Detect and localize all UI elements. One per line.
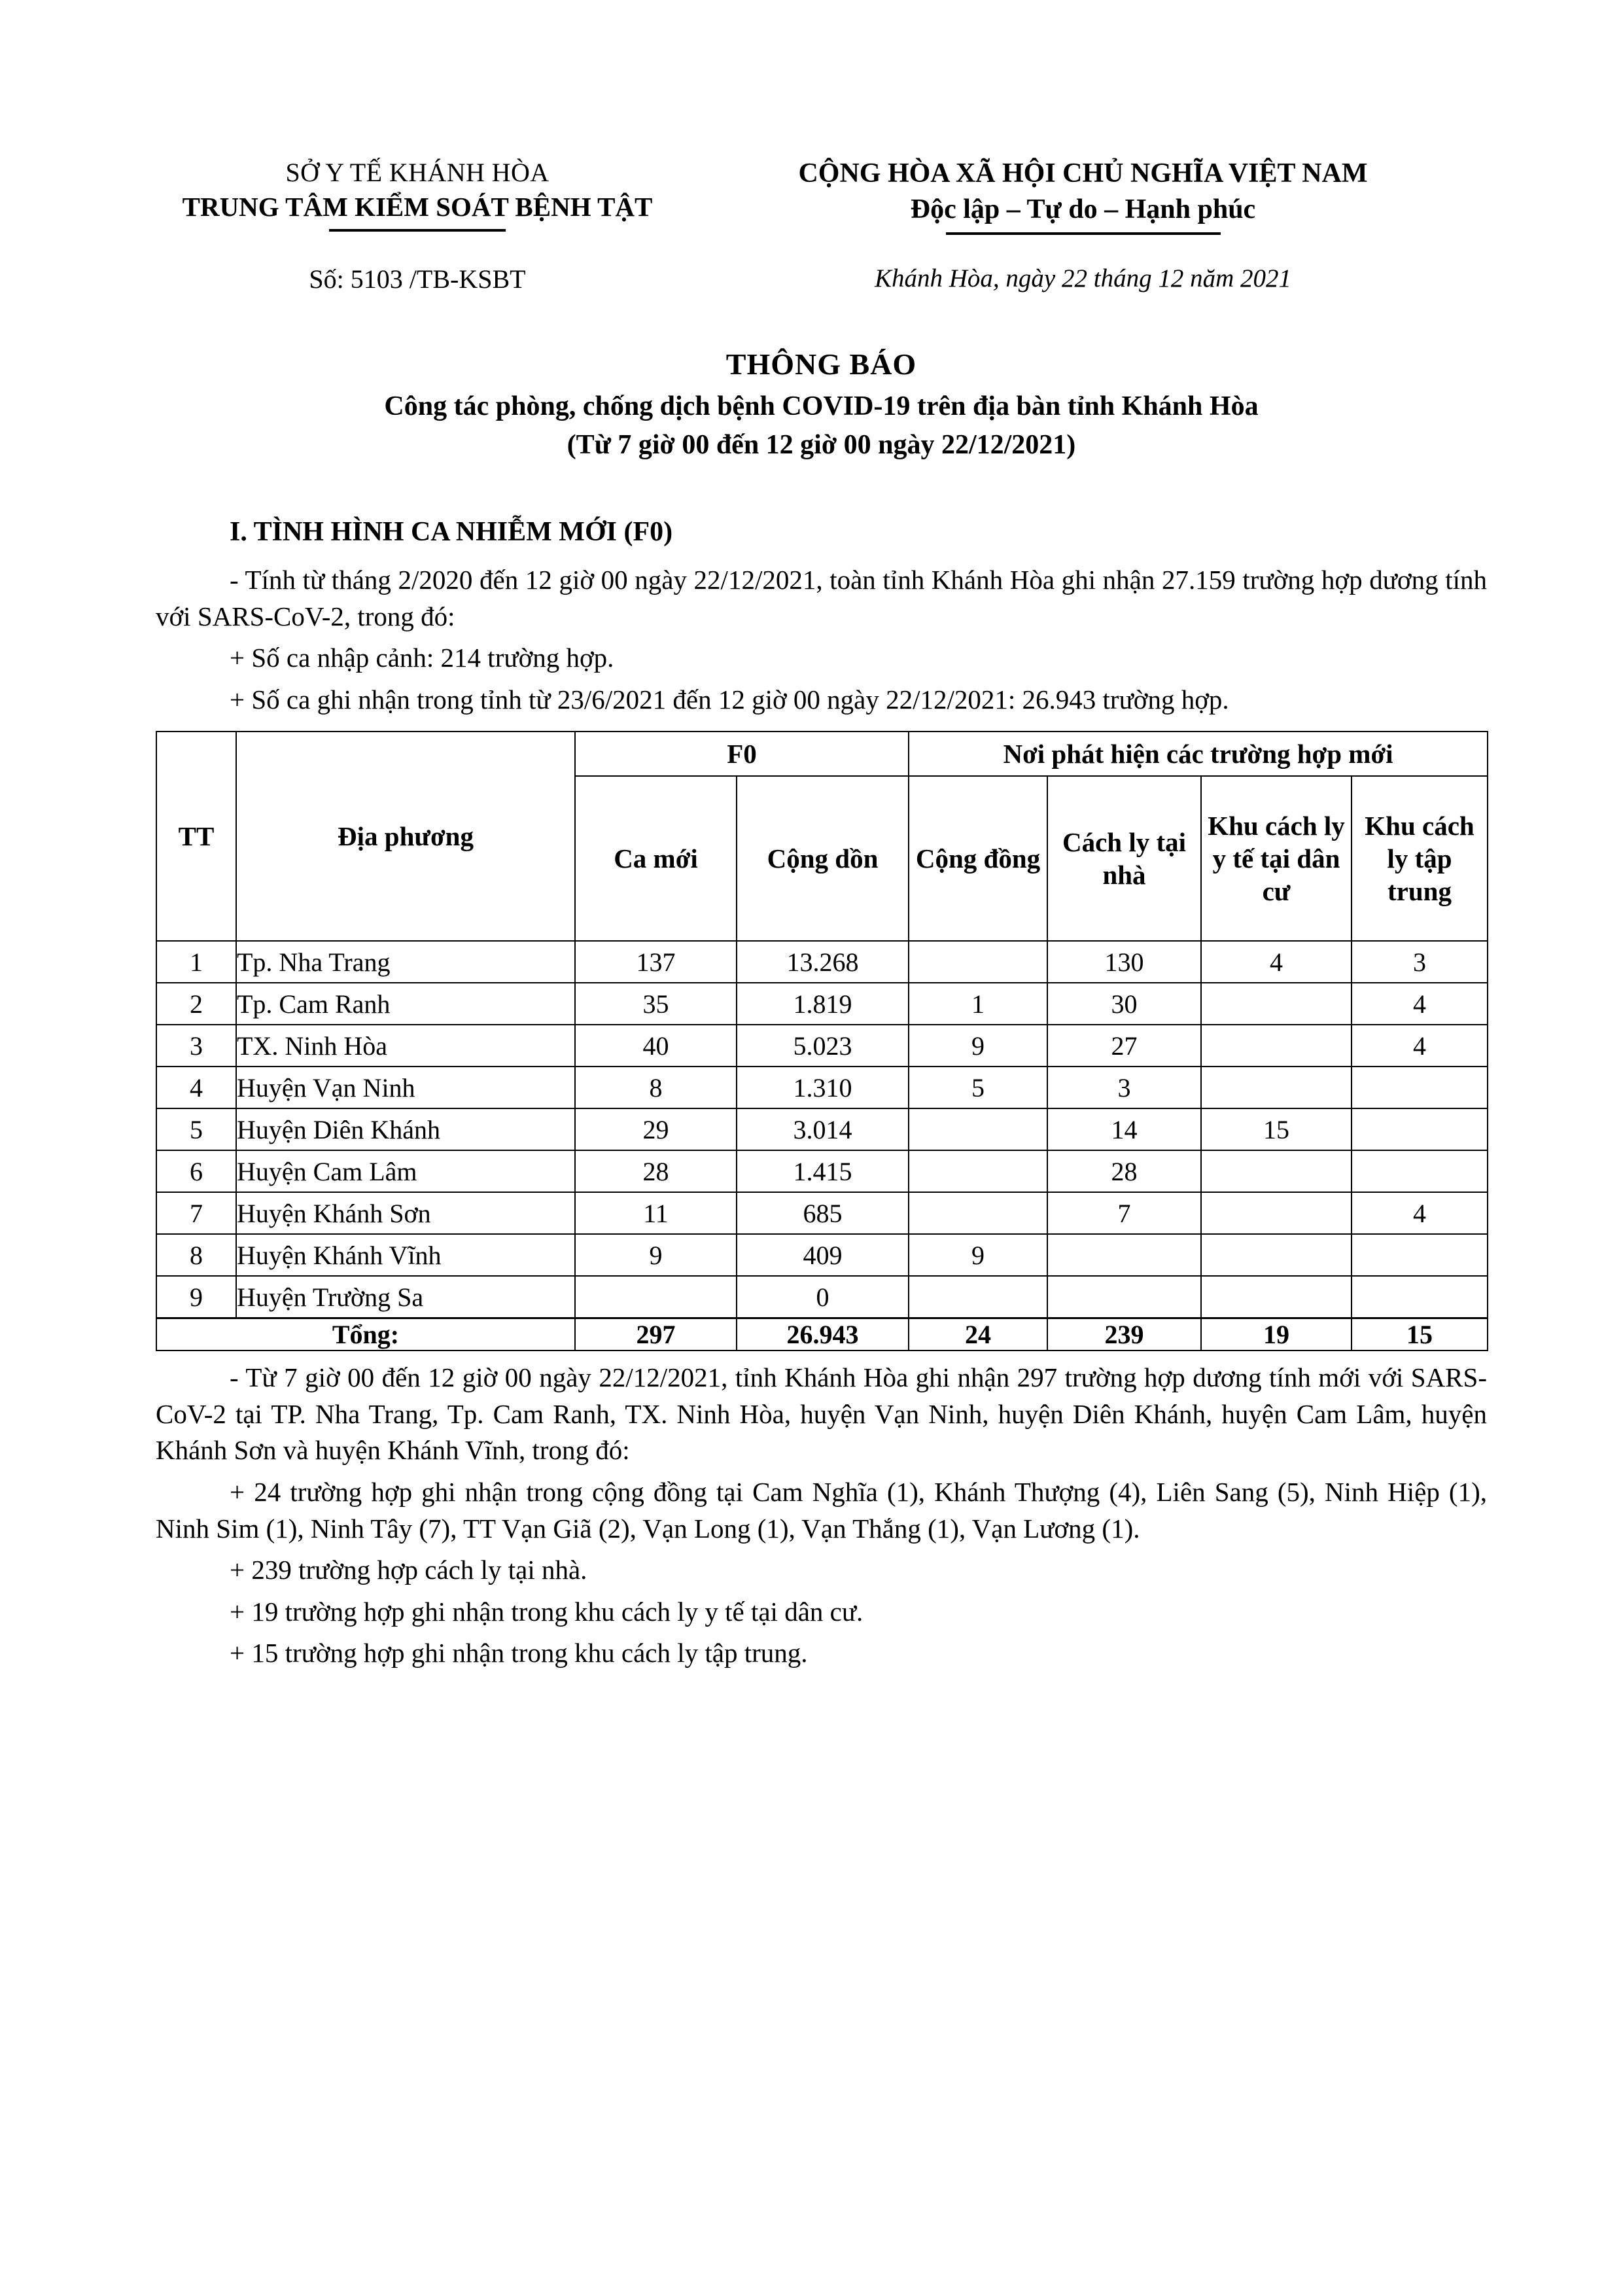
row-home-quarantine: 7 [1047,1192,1201,1234]
center-name: TRUNG TÂM KIỂM SOÁT BỆNH TẬT [182,191,653,222]
row-medical-zone [1201,1234,1352,1276]
row-home-quarantine: 28 [1047,1150,1201,1192]
table-row [156,1192,1488,1234]
row-new-cases [575,1276,737,1318]
paragraph-in-province-cases: + Số ca ghi nhận trong tỉnh từ 23/6/2021 đến 12 giờ 00 ngày 22/12/2021: 26.943 trường hợp. [230,684,1229,715]
row-community: 9 [909,1025,1047,1067]
total-home-quarantine: 239 [1047,1318,1201,1351]
row-community: 1 [909,983,1047,1025]
paragraph-medical-zone: + 19 trường hợp ghi nhận trong khu cách ly y tế tại dân cư. [230,1596,864,1627]
row-community [909,941,1047,983]
row-cumulative: 3.014 [737,1108,909,1150]
row-medical-zone [1201,1067,1352,1108]
section-heading-1: I. TÌNH HÌNH CA NHIỄM MỚI (F0) [230,517,673,548]
row-home-quarantine: 14 [1047,1108,1201,1150]
row-locality: TX. Ninh Hòa [236,1025,575,1067]
column-header-community: Cộng đồng [909,776,1047,941]
header-divider-right [946,232,1221,235]
row-medical-zone [1201,1276,1352,1318]
row-medical-zone [1201,983,1352,1025]
page-title: THÔNG BÁO [725,347,917,381]
row-index: 7 [156,1192,236,1234]
table-row [156,1276,1488,1318]
row-locality: Tp. Cam Ranh [236,983,575,1025]
column-header-new-cases: Ca mới [575,776,737,941]
department-name: SỞ Y TẾ KHÁNH HÒA [285,158,550,187]
table-row [156,1025,1488,1067]
row-index: 6 [156,1150,236,1192]
column-header-cumulative: Cộng dồn [737,776,909,941]
document-header [156,0,1487,235]
row-locality: Huyện Trường Sa [236,1276,575,1318]
row-new-cases: 35 [575,983,737,1025]
table-foot [156,1318,1488,1351]
table-row [156,1234,1488,1276]
row-central-zone: 3 [1352,941,1488,983]
table-row [156,983,1488,1025]
row-new-cases: 28 [575,1150,737,1192]
total-new-cases: 297 [575,1318,737,1351]
document-content [156,0,1487,1672]
row-community [909,1192,1047,1234]
national-motto: Độc lập – Tự do – Hạnh phúc [910,194,1256,225]
column-header-central-zone: Khu cách ly tập trung [1352,776,1488,941]
row-new-cases: 9 [575,1234,737,1276]
row-home-quarantine: 30 [1047,983,1201,1025]
row-central-zone [1352,1150,1488,1192]
row-medical-zone [1201,1025,1352,1067]
total-medical-zone: 19 [1201,1318,1352,1351]
row-community [909,1150,1047,1192]
column-group-header-place: Nơi phát hiện các trường hợp mới [909,732,1488,776]
column-header-home-quarantine: Cách ly tại nhà [1047,776,1201,941]
row-index: 1 [156,941,236,983]
row-community [909,1276,1047,1318]
row-medical-zone [1201,1150,1352,1192]
table-total-row [156,1318,1488,1351]
row-locality: Huyện Cam Lâm [236,1150,575,1192]
row-new-cases: 137 [575,941,737,983]
paragraph-entry-cases: + Số ca nhập cảnh: 214 trường hợp. [230,643,614,673]
country-name: CỘNG HÒA XÃ HỘI CHỦ NGHĨA VIỆT NAM [798,158,1368,188]
row-locality: Huyện Khánh Vĩnh [236,1234,575,1276]
row-medical-zone: 4 [1201,941,1352,983]
row-community: 9 [909,1234,1047,1276]
row-medical-zone: 15 [1201,1108,1352,1150]
total-community: 24 [909,1318,1047,1351]
paragraph-home-quarantine: + 239 trường hợp cách ly tại nhà. [230,1555,587,1585]
paragraph-total-cases: - Tính từ tháng 2/2020 đến 12 giờ 00 ngày 22/12/2021, toàn tỉnh Khánh Hòa ghi nhận 27.159 trường hợp dương tính với SARS-CoV-2, trong đó: [156,565,1487,631]
covid-statistics-table [156,731,1488,1351]
total-cumulative: 26.943 [737,1318,909,1351]
row-new-cases: 11 [575,1192,737,1234]
row-cumulative: 1.310 [737,1067,909,1108]
issuing-organization [156,157,679,232]
row-central-zone: 4 [1352,983,1488,1025]
column-group-header-f0: F0 [575,732,909,776]
document-number: Số: 5103 /TB-KSBT [309,264,526,294]
row-locality: Huyện Khánh Sơn [236,1192,575,1234]
row-cumulative: 1.819 [737,983,909,1025]
paragraph-central-zone: + 15 trường hợp ghi nhận trong khu cách ly tập trung. [230,1638,808,1669]
row-community [909,1108,1047,1150]
row-index: 4 [156,1067,236,1108]
row-central-zone [1352,1067,1488,1108]
row-new-cases: 8 [575,1067,737,1108]
row-cumulative: 13.268 [737,941,909,983]
table-row [156,1150,1488,1192]
row-index: 9 [156,1276,236,1318]
table-row [156,941,1488,983]
national-heading [679,157,1487,235]
row-locality: Tp. Nha Trang [236,941,575,983]
row-locality: Huyện Diên Khánh [236,1108,575,1150]
row-home-quarantine: 27 [1047,1025,1201,1067]
row-cumulative: 409 [737,1234,909,1276]
table-body [156,941,1488,1318]
row-index: 3 [156,1025,236,1067]
row-central-zone [1352,1234,1488,1276]
row-new-cases: 29 [575,1108,737,1150]
paragraph-new-cases-detail: - Từ 7 giờ 00 đến 12 giờ 00 ngày 22/12/2021, tỉnh Khánh Hòa ghi nhận 297 trường hợp dương tính mới với SARS-CoV-2 tại TP. Nha Trang, Tp. Cam Ranh, TX. Ninh Hòa, huyện Vạn Ninh, huyện Diên Khánh, huyện Cam Lâm, huyện Khánh Sơn và huyện Khánh Vĩnh, trong đó: [156,1362,1487,1466]
column-header-locality: Địa phương [236,732,575,941]
header-divider-left [329,229,506,232]
row-index: 2 [156,983,236,1025]
row-index: 5 [156,1108,236,1150]
table-row [156,1067,1488,1108]
title-subtitle-2: (Từ 7 giờ 00 đến 12 giờ 00 ngày 22/12/2021) [567,429,1076,460]
column-header-medical-zone: Khu cách ly y tế tại dân cư [1201,776,1352,941]
row-home-quarantine [1047,1276,1201,1318]
row-cumulative: 685 [737,1192,909,1234]
row-central-zone: 4 [1352,1192,1488,1234]
row-locality: Huyện Vạn Ninh [236,1067,575,1108]
title-subtitle-1: Công tác phòng, chống dịch bệnh COVID-19 trên địa bàn tỉnh Khánh Hòa [384,391,1259,421]
row-cumulative: 1.415 [737,1150,909,1192]
title-block [156,345,1487,463]
row-home-quarantine [1047,1234,1201,1276]
row-home-quarantine: 3 [1047,1067,1201,1108]
row-index: 8 [156,1234,236,1276]
table-header-row-groups [156,732,1488,776]
table-row [156,1108,1488,1150]
row-home-quarantine: 130 [1047,941,1201,983]
column-header-tt: TT [156,732,236,941]
row-central-zone [1352,1276,1488,1318]
row-new-cases: 40 [575,1025,737,1067]
row-central-zone [1352,1108,1488,1150]
row-central-zone: 4 [1352,1025,1488,1067]
total-label: Tổng: [156,1318,575,1351]
row-medical-zone [1201,1192,1352,1234]
row-cumulative: 0 [737,1276,909,1318]
document-meta [156,264,1487,294]
place-and-date: Khánh Hòa, ngày 22 tháng 12 năm 2021 [875,264,1291,293]
total-central-zone: 15 [1352,1318,1488,1351]
row-cumulative: 5.023 [737,1025,909,1067]
paragraph-community-cases: + 24 trường hợp ghi nhận trong cộng đồng tại Cam Nghĩa (1), Khánh Thượng (4), Liên Sang (5), Ninh Hiệp (1), Ninh Sim (1), Ninh Tây (7), TT Vạn Giã (2), Vạn Long (1), Vạn Thắng (1), Vạn Lương (1). [156,1476,1487,1544]
table-head [156,732,1488,941]
row-community: 5 [909,1067,1047,1108]
